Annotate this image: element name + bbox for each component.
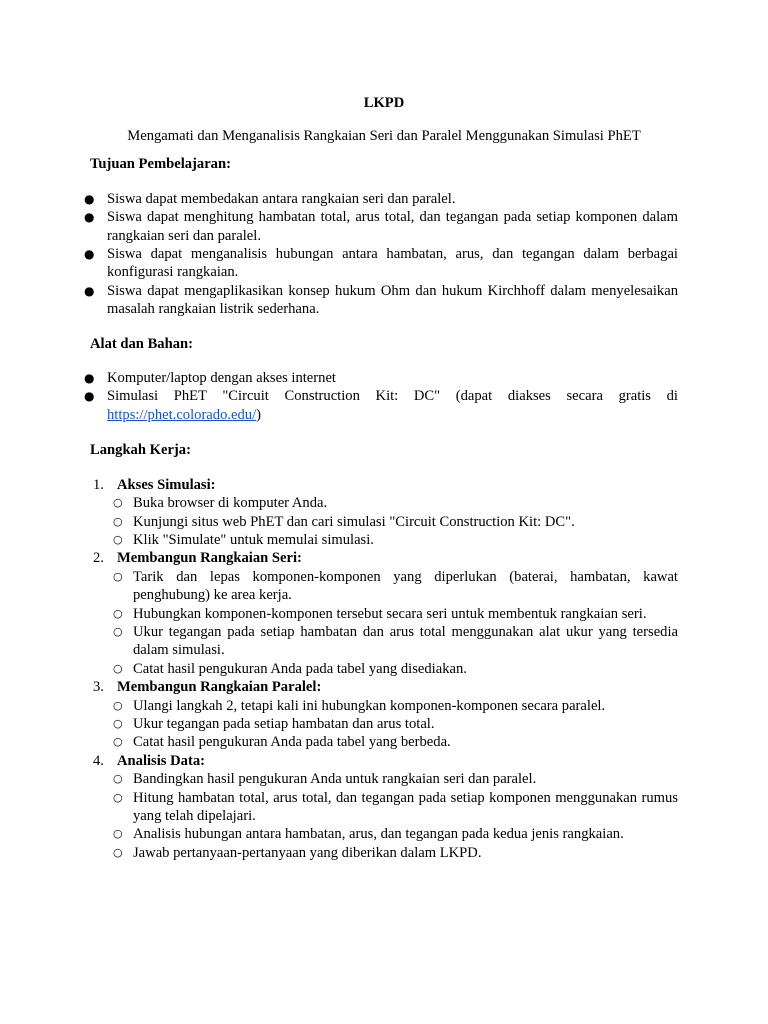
step-title: Analisis Data: (117, 752, 205, 769)
circle-bullet-icon: ○ (113, 716, 123, 730)
tujuan-list (84, 190, 678, 319)
sub-item-text: Klik "Simulate" untuk memulai simulasi. (133, 531, 374, 548)
step-number: 3. (93, 679, 104, 696)
sub-item-text: Ukur tegangan pada setiap hambatan dan arus total. (133, 715, 435, 732)
list-item (84, 387, 678, 424)
sub-item (113, 844, 678, 862)
langkah-list (90, 476, 678, 863)
list-item (84, 208, 678, 245)
sub-item (113, 715, 678, 733)
sub-item-text: Hubungkan komponen-komponen tersebut secara seri untuk membentuk rangkaian seri. (133, 605, 647, 622)
bullet-icon: ● (84, 389, 95, 404)
list-item (84, 245, 678, 282)
sub-item-text: Ulangi langkah 2, tetapi kali ini hubungkan komponen-komponen secara paralel. (133, 697, 606, 714)
step-title: Membangun Rangkaian Paralel: (117, 679, 322, 696)
list-item-text: Komputer/laptop dengan akses internet (107, 370, 336, 387)
circle-bullet-icon: ○ (113, 514, 123, 528)
list-item (84, 190, 678, 208)
circle-bullet-icon: ○ (113, 827, 123, 841)
step-title: Membangun Rangkaian Seri: (117, 550, 302, 567)
list-item (84, 282, 678, 319)
sub-item (113, 789, 678, 826)
sub-list (113, 494, 678, 549)
sub-list (113, 697, 678, 752)
step-number: 4. (93, 752, 104, 769)
circle-bullet-icon: ○ (113, 845, 123, 859)
sub-item (113, 605, 678, 623)
list-item-text-end: ) (256, 406, 262, 423)
circle-bullet-icon: ○ (113, 735, 123, 749)
sub-item-text: Catat hasil pengukuran Anda pada tabel yang disediakan. (133, 660, 467, 677)
circle-bullet-icon: ○ (113, 698, 123, 712)
sub-item (113, 770, 678, 788)
langkah-heading: Langkah Kerja: (90, 442, 191, 459)
circle-bullet-icon: ○ (113, 532, 123, 546)
sub-item (113, 733, 678, 751)
bullet-icon: ● (84, 247, 95, 262)
circle-bullet-icon: ○ (113, 606, 123, 620)
step-number: 2. (93, 550, 104, 567)
sub-item-text: Catat hasil pengukuran Anda pada tabel yang berbeda. (133, 734, 451, 751)
sub-item-text: Kunjungi situs web PhET dan cari simulasi "Circuit Construction Kit: DC". (133, 513, 575, 530)
step-item (90, 678, 678, 752)
document-subtitle: Mengamati dan Menganalisis Rangkaian Seri dan Paralel Menggunakan Simulasi PhET (127, 128, 641, 144)
step-title: Akses Simulasi: (117, 476, 216, 493)
sub-item-text: Ukur tegangan pada setiap hambatan dan arus total menggunakan alat ukur yang tersedia dalam simulasi. (133, 623, 678, 659)
step-item (90, 752, 678, 862)
circle-bullet-icon: ○ (113, 569, 123, 583)
phet-link[interactable]: https://phet.colorado.edu/ (107, 406, 257, 423)
sub-item (113, 513, 678, 531)
step-item (90, 549, 678, 678)
list-item-text: Siswa dapat mengaplikasikan konsep hukum Ohm dan hukum Kirchhoff dalam menyelesaikan masalah rangkaian listrik sederhana. (107, 282, 678, 318)
sub-item-text: Hitung hambatan total, arus total, dan tegangan pada setiap komponen menggunakan rumus yang telah dipelajari. (133, 789, 678, 824)
sub-item (113, 697, 678, 715)
circle-bullet-icon: ○ (113, 661, 123, 675)
circle-bullet-icon: ○ (113, 496, 123, 510)
step-number: 1. (93, 476, 104, 493)
list-item-text: Siswa dapat menganalisis hubungan antara hambatan, arus, dan tegangan dalam berbagai konfigurasi rangkaian. (107, 246, 678, 281)
sub-item (113, 660, 678, 678)
sub-item (113, 494, 678, 512)
bullet-icon: ● (84, 371, 95, 386)
sub-item-text: Analisis hubungan antara hambatan, arus, dan tegangan pada kedua jenis rangkaian. (133, 826, 624, 843)
list-item (84, 369, 678, 387)
sub-item (113, 531, 678, 549)
alat-list (84, 369, 678, 424)
bullet-icon: ● (84, 191, 95, 206)
sub-item (113, 623, 678, 660)
step-item (90, 476, 678, 550)
sub-item (113, 825, 678, 843)
bullet-icon: ● (84, 210, 95, 225)
sub-list (113, 770, 678, 862)
document-content (84, 94, 678, 862)
sub-item (113, 568, 678, 605)
sub-item-text: Jawab pertanyaan-pertanyaan yang diberikan dalam LKPD. (133, 844, 482, 861)
list-item-text: Simulasi PhET "Circuit Construction Kit: DC" (dapat diakses secara gratis di (107, 388, 678, 405)
tujuan-heading: Tujuan Pembelajaran: (90, 156, 231, 173)
circle-bullet-icon: ○ (113, 790, 123, 804)
list-item-text: Siswa dapat menghitung hambatan total, arus total, dan tegangan pada setiap komponen dalam rangkaian seri dan paralel. (107, 209, 678, 244)
list-item-text: Siswa dapat membedakan antara rangkaian seri dan paralel. (107, 190, 456, 207)
circle-bullet-icon: ○ (113, 772, 123, 786)
document-title: LKPD (363, 95, 405, 111)
sub-list (113, 568, 678, 678)
sub-item-text: Bandingkan hasil pengukuran Anda untuk rangkaian seri dan paralel. (133, 771, 537, 788)
sub-item-text: Buka browser di komputer Anda. (133, 495, 328, 512)
circle-bullet-icon: ○ (113, 624, 123, 638)
sub-item-text: Tarik dan lepas komponen-komponen yang diperlukan (baterai, hambatan, kawat penghubung) ke area kerja. (133, 568, 678, 604)
bullet-icon: ● (84, 283, 95, 298)
alat-heading: Alat dan Bahan: (90, 335, 193, 352)
